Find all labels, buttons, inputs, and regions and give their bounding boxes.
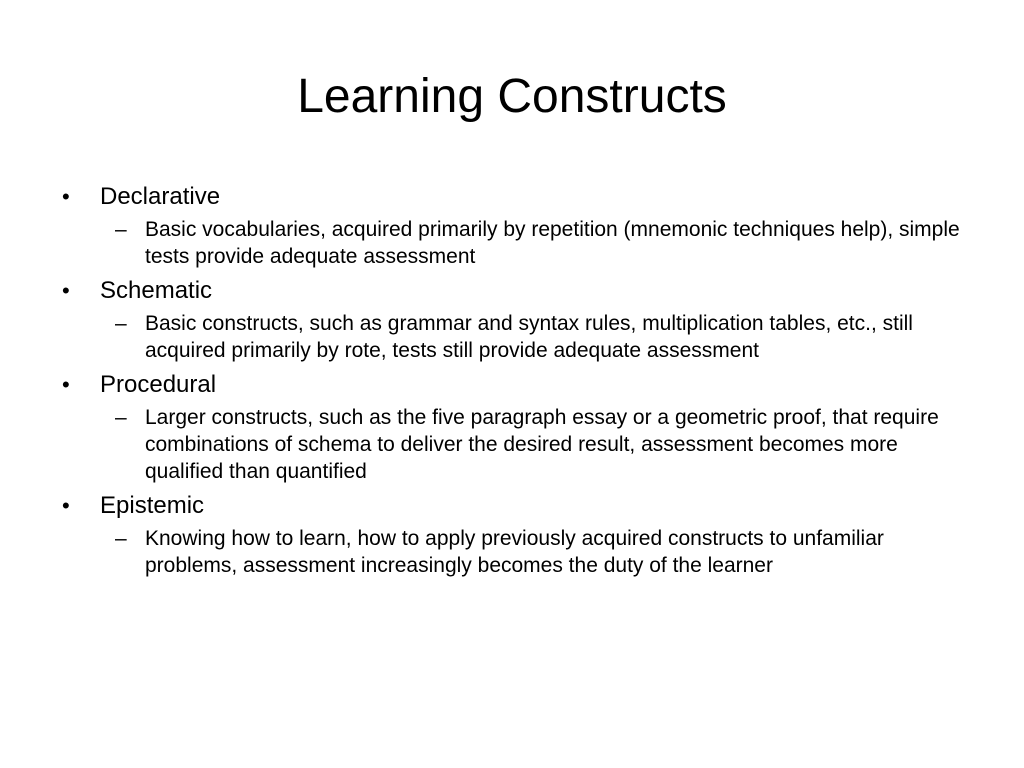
sub-bullet-procedural (115, 404, 975, 485)
bullet-icon: • (62, 372, 70, 397)
sub-bullet-text: Basic vocabularies, acquired primarily by repetition (mnemonic techniques help), simple tests provide adequate assessment (145, 218, 960, 268)
dash-icon: – (115, 527, 127, 550)
bullet-item-schematic (60, 274, 980, 308)
bullet-list (60, 180, 980, 583)
sub-bullet-text: Knowing how to learn, how to apply previously acquired constructs to unfamiliar problems, assessment increasingly becomes the duty of the learner (145, 527, 884, 577)
bullet-icon: • (62, 184, 70, 209)
sub-bullet-text: Basic constructs, such as grammar and syntax rules, multiplication tables, etc., still acquired primarily by rote, tests still provide adequate assessment (145, 312, 913, 362)
bullet-icon: • (62, 493, 70, 518)
sub-bullet-declarative (115, 216, 975, 270)
dash-icon: – (115, 312, 127, 335)
sub-bullet-text: Larger constructs, such as the five paragraph essay or a geometric proof, that require combinations of schema to deliver the desired result, assessment becomes more qualified than quantified (145, 406, 939, 483)
bullet-item-epistemic (60, 489, 980, 523)
bullet-icon: • (62, 278, 70, 303)
bullet-item-declarative (60, 180, 980, 214)
dash-icon: – (115, 218, 127, 241)
sub-bullet-epistemic (115, 525, 975, 579)
slide-title: Learning Constructs (297, 70, 727, 123)
bullet-heading: Schematic (100, 277, 213, 304)
sub-bullet-schematic (115, 310, 975, 364)
dash-icon: – (115, 406, 127, 429)
bullet-heading: Epistemic (100, 492, 205, 519)
bullet-item-procedural (60, 368, 980, 402)
bullet-heading: Declarative (100, 183, 221, 210)
bullet-heading: Procedural (100, 371, 217, 398)
